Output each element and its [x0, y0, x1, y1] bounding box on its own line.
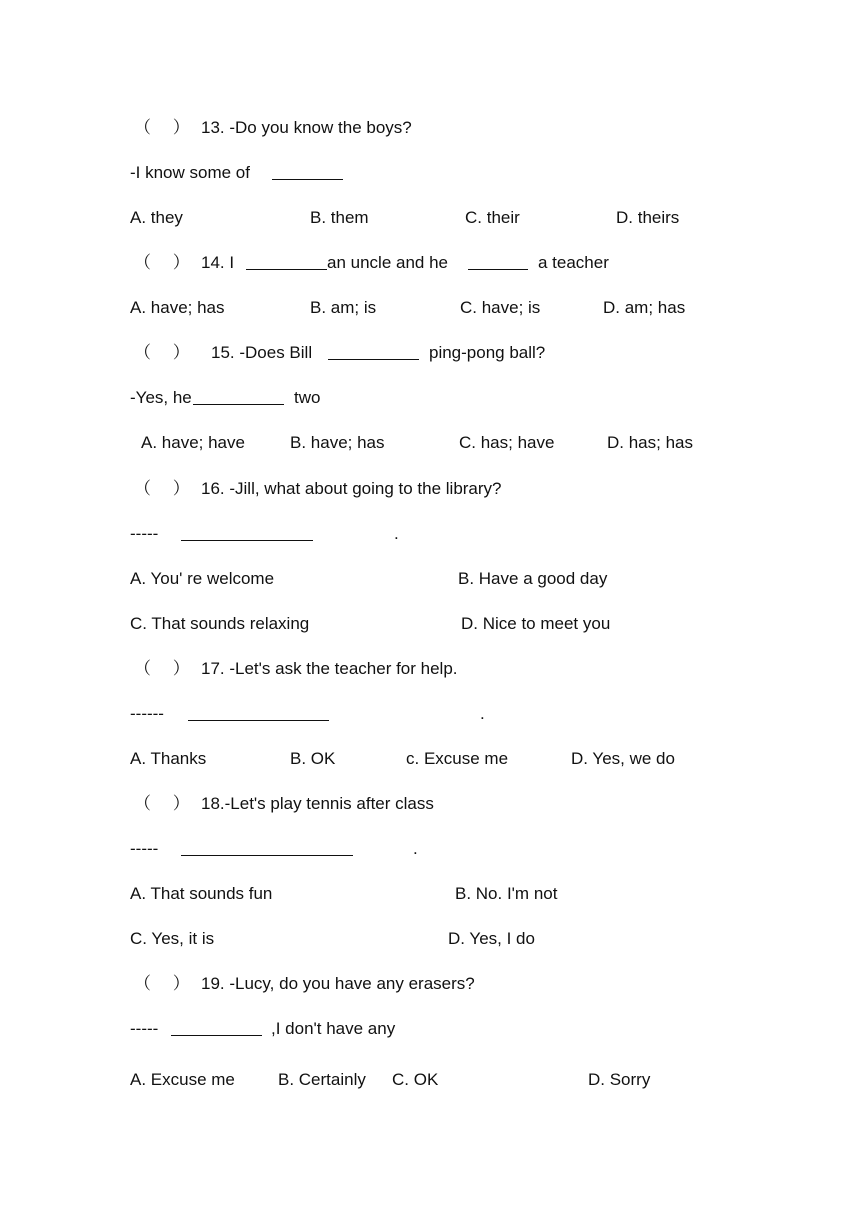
question-stem: 15. -Does Bill: [211, 343, 313, 362]
question-15-reply: [0, 386, 860, 410]
question-text: ping-pong ball?: [429, 343, 546, 362]
option-d: D. Sorry: [588, 1070, 651, 1089]
option-d: D. Yes, I do: [448, 929, 535, 948]
question-13-reply: [0, 161, 860, 185]
answer-paren: （ ）: [134, 659, 190, 678]
reply-period: .: [394, 524, 399, 543]
option-b: B. them: [310, 208, 369, 227]
question-text: an uncle and he: [327, 253, 448, 272]
answer-blank: [272, 179, 343, 180]
option-b: B. OK: [290, 749, 336, 768]
option-b: B. Have a good day: [458, 569, 608, 588]
answer-blank: [188, 720, 329, 721]
question-14-options: [0, 296, 860, 320]
answer-blank: [171, 1035, 262, 1036]
question-17: [0, 657, 860, 681]
option-a: A. That sounds fun: [130, 884, 273, 903]
question-stem: 13. -Do you know the boys?: [201, 118, 412, 137]
question-16-options-row1: [0, 567, 860, 591]
option-b: B. Certainly: [278, 1070, 366, 1089]
reply-text: two: [294, 388, 321, 407]
question-18-reply: [0, 837, 860, 861]
option-b: B. am; is: [310, 298, 377, 317]
question-stem: 16. -Jill, what about going to the library?: [201, 479, 502, 498]
question-15-options: [0, 431, 860, 455]
question-stem: 17. -Let's ask the teacher for help.: [201, 659, 458, 678]
option-a: A. Thanks: [130, 749, 207, 768]
answer-paren: （ ）: [134, 343, 190, 362]
reply-text: -Yes, he: [130, 388, 192, 407]
reply-dashes: -----: [130, 1019, 159, 1038]
question-14: [0, 251, 860, 275]
question-16: [0, 477, 860, 501]
answer-paren: （ ）: [134, 794, 190, 813]
question-18: [0, 792, 860, 816]
reply-period: .: [480, 704, 485, 723]
option-a: A. have; has: [130, 298, 225, 317]
option-d: D. Nice to meet you: [461, 614, 611, 633]
reply-period: .: [413, 839, 418, 858]
answer-blank: [468, 269, 528, 270]
option-c: C. has; have: [459, 433, 555, 452]
question-stem: 19. -Lucy, do you have any erasers?: [201, 974, 475, 993]
option-d: D. theirs: [616, 208, 680, 227]
answer-blank: [246, 269, 327, 270]
answer-blank: [181, 540, 313, 541]
option-c: C. have; is: [460, 298, 541, 317]
option-d: D. Yes, we do: [571, 749, 675, 768]
question-19-options: [0, 1068, 860, 1092]
question-19: [0, 972, 860, 996]
question-16-reply: [0, 522, 860, 546]
answer-paren: （ ）: [134, 974, 190, 993]
reply-dashes: -----: [130, 524, 159, 543]
question-16-options-row2: [0, 612, 860, 636]
option-d: D. am; has: [603, 298, 686, 317]
option-a: A. they: [130, 208, 183, 227]
option-d: D. has; has: [607, 433, 693, 452]
option-c: C. their: [465, 208, 520, 227]
option-a: A. You' re welcome: [130, 569, 275, 588]
reply-dashes: ------: [130, 704, 164, 723]
answer-blank: [193, 404, 284, 405]
answer-paren: （ ）: [134, 479, 190, 498]
question-number: 14. I: [201, 253, 235, 272]
option-c: C. That sounds relaxing: [130, 614, 310, 633]
question-18-options-row2: [0, 927, 860, 951]
question-15: [0, 341, 860, 365]
option-a: A. Excuse me: [130, 1070, 235, 1089]
question-13-options: [0, 206, 860, 230]
question-18-options-row1: [0, 882, 860, 906]
answer-paren: （ ）: [134, 118, 190, 137]
question-13: [0, 116, 860, 140]
option-c: C. Yes, it is: [130, 929, 215, 948]
option-c: c. Excuse me: [406, 749, 509, 768]
question-17-options: [0, 747, 860, 771]
answer-blank: [328, 359, 419, 360]
question-stem: 18.-Let's play tennis after class: [201, 794, 434, 813]
option-b: B. have; has: [290, 433, 385, 452]
question-17-reply: [0, 702, 860, 726]
question-19-reply: [0, 1017, 860, 1041]
answer-blank: [181, 855, 353, 856]
reply-text: -I know some of: [130, 163, 250, 182]
option-a: A. have; have: [141, 433, 245, 452]
option-b: B. No. I'm not: [455, 884, 558, 903]
reply-text: ,I don't have any: [271, 1019, 396, 1038]
question-text: a teacher: [538, 253, 609, 272]
answer-paren: （ ）: [134, 253, 190, 272]
option-c: C. OK: [392, 1070, 439, 1089]
reply-dashes: -----: [130, 839, 159, 858]
